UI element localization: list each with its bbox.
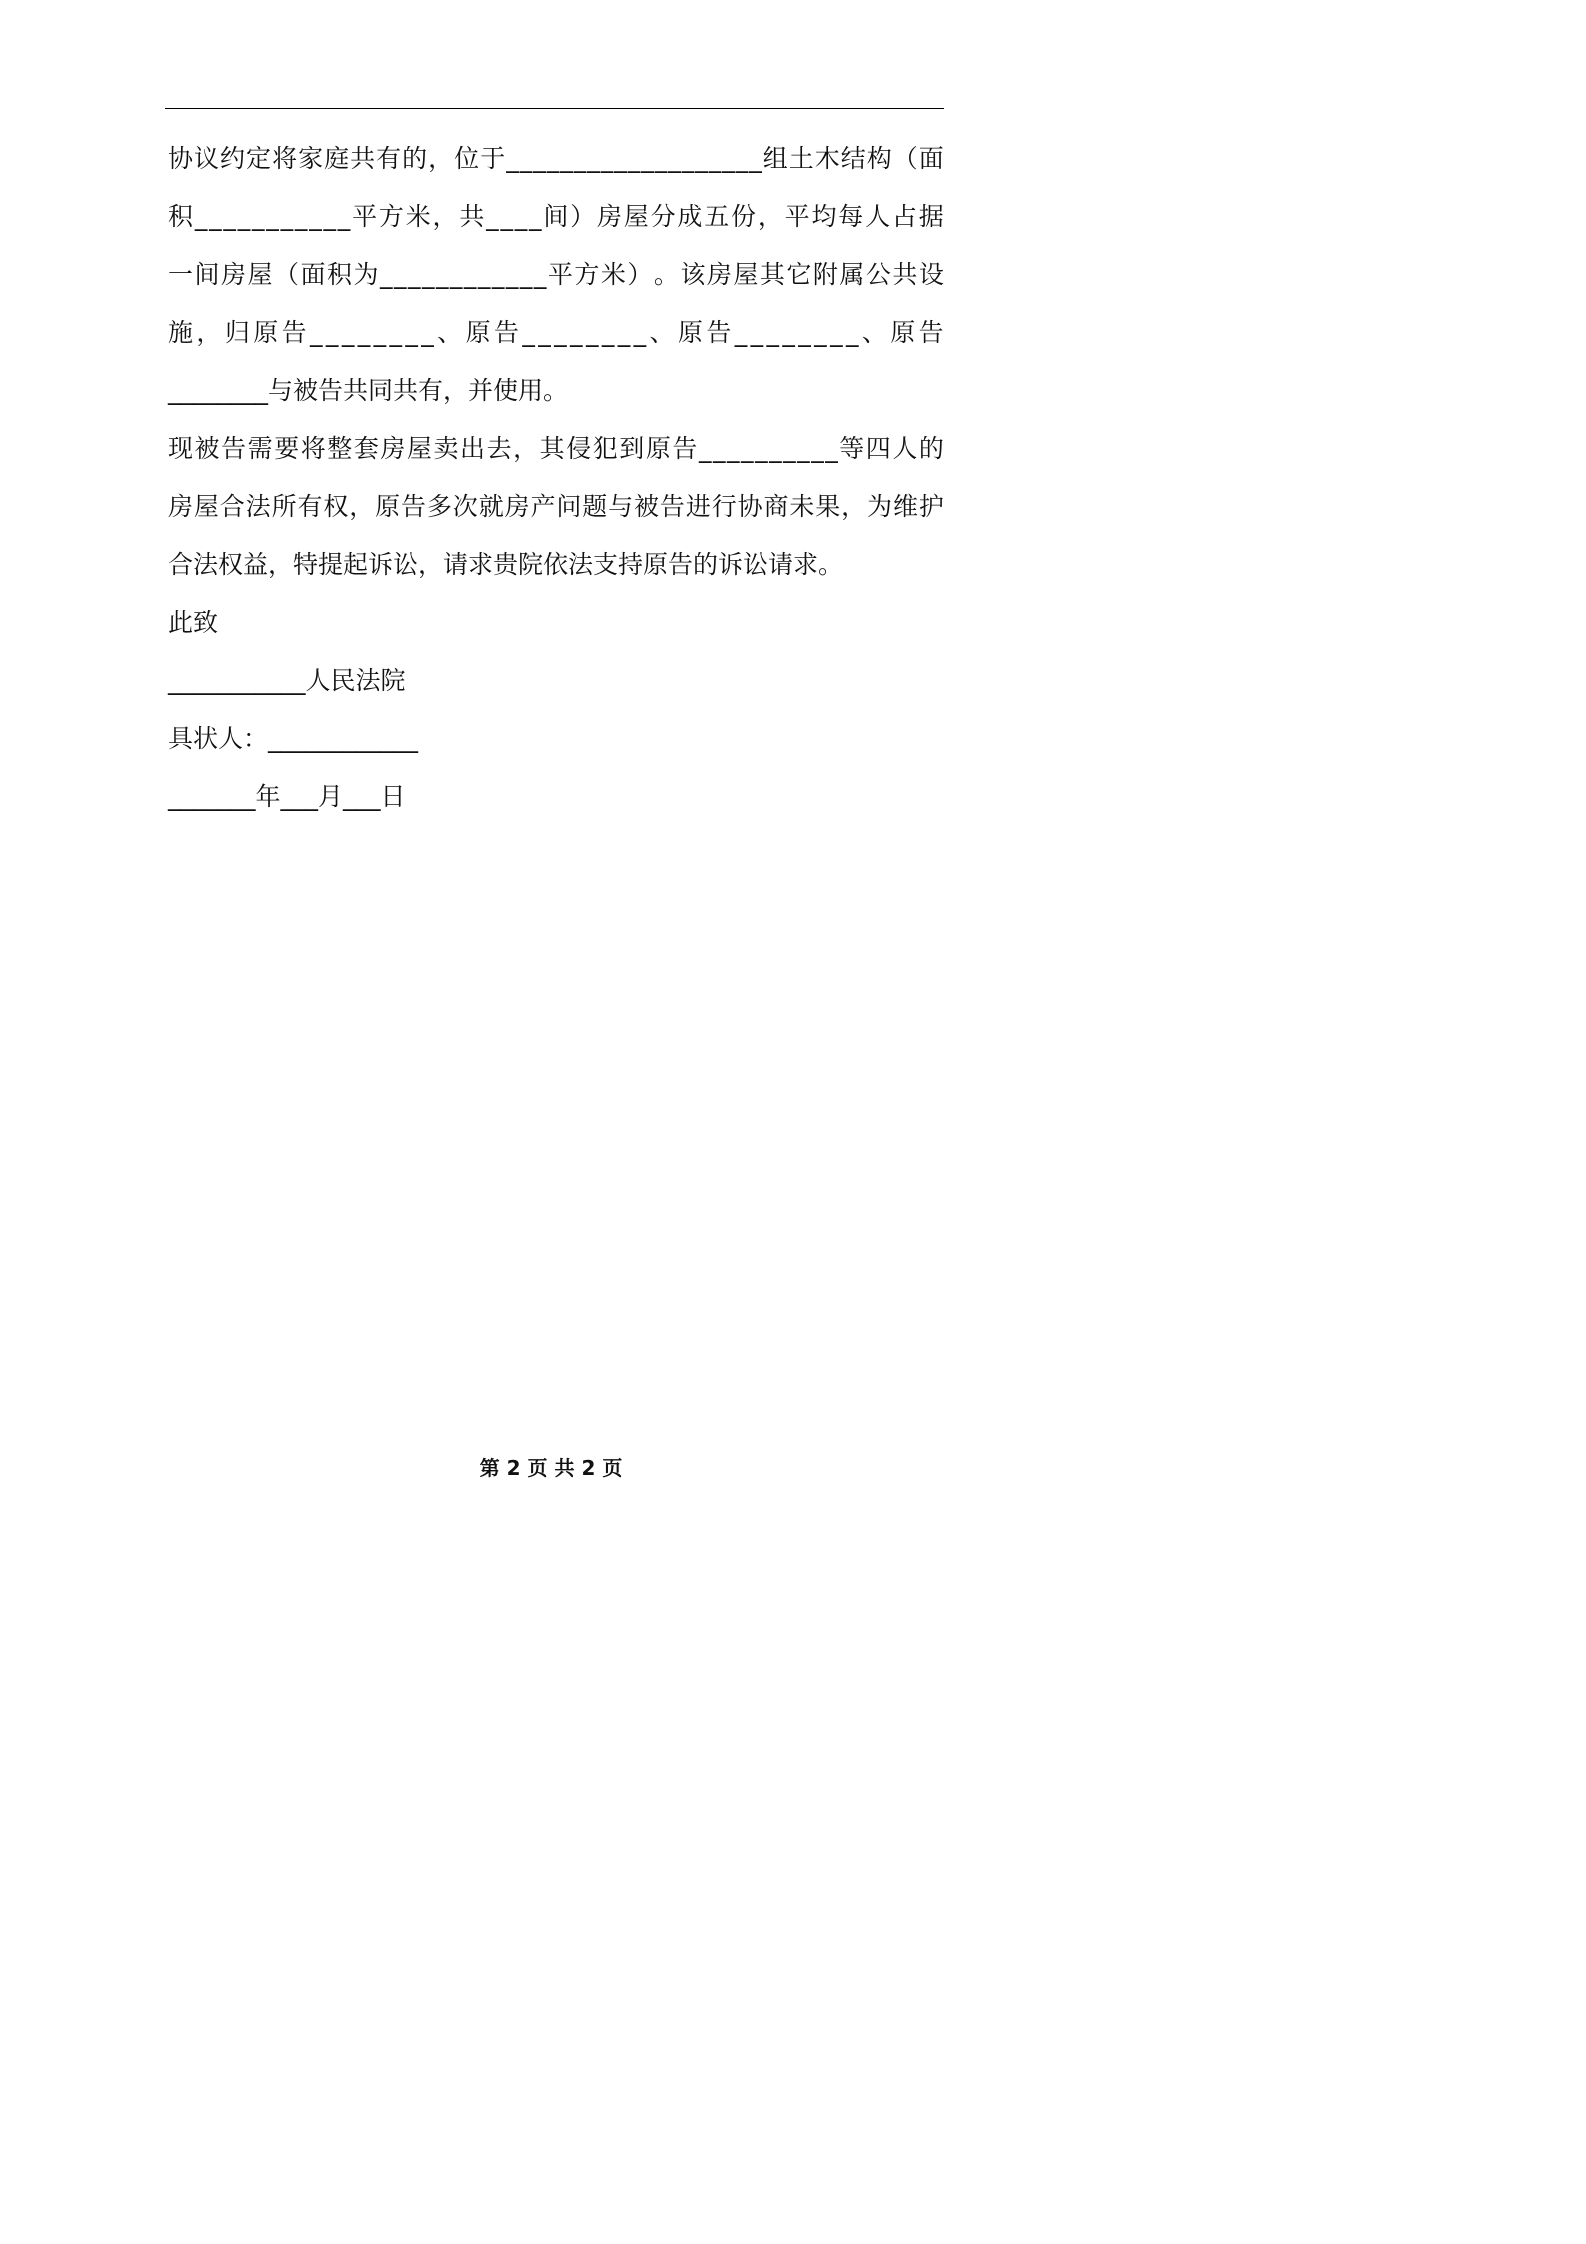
glyph: 四 bbox=[865, 434, 891, 463]
glyph: 需 bbox=[247, 434, 273, 463]
glyph: _ bbox=[237, 202, 251, 231]
glyph: 归 bbox=[224, 318, 250, 347]
glyph: 告 bbox=[401, 492, 427, 521]
glyph: _ bbox=[641, 144, 654, 173]
glyph: 它 bbox=[786, 260, 812, 289]
paragraph1-line4 bbox=[168, 313, 944, 353]
glyph: 告 bbox=[672, 434, 698, 463]
glyph: 要 bbox=[274, 434, 300, 463]
glyph: 多 bbox=[426, 492, 452, 521]
glyph: _ bbox=[735, 144, 749, 173]
glyph: 土 bbox=[788, 144, 814, 173]
glyph: 屋 bbox=[623, 202, 649, 231]
glyph: _ bbox=[627, 144, 641, 173]
glyph: 房 bbox=[504, 492, 530, 521]
glyph: 所 bbox=[271, 492, 297, 521]
glyph: _ bbox=[421, 318, 434, 347]
glyph: 、 bbox=[861, 318, 887, 347]
glyph: 题 bbox=[582, 492, 608, 521]
glyph: 犯 bbox=[592, 434, 618, 463]
glyph: 附 bbox=[812, 260, 838, 289]
glyph: 积 bbox=[327, 260, 353, 289]
glyph: 行 bbox=[711, 492, 737, 521]
glyph: _ bbox=[380, 260, 393, 289]
glyph: _ bbox=[435, 260, 449, 289]
glyph: 议 bbox=[194, 144, 220, 173]
glyph: 卖 bbox=[433, 434, 459, 463]
glyph: 人 bbox=[892, 434, 918, 463]
glyph: _ bbox=[750, 318, 764, 347]
glyph: _ bbox=[223, 202, 236, 231]
glyph: 占 bbox=[891, 202, 917, 231]
glyph: _ bbox=[783, 434, 796, 463]
glyph: 护 bbox=[918, 492, 944, 521]
glyph: 人 bbox=[865, 202, 891, 231]
glyph: 有 bbox=[376, 144, 402, 173]
glyph: _ bbox=[734, 318, 748, 347]
glyph: 、 bbox=[437, 318, 463, 347]
glyph: 告 bbox=[221, 434, 247, 463]
glyph: 共 bbox=[350, 144, 376, 173]
paragraph1-line5: ________与被告共同共有，并使用。 bbox=[168, 376, 569, 405]
glyph: 协 bbox=[737, 492, 763, 521]
glyph: 维 bbox=[892, 492, 918, 521]
glyph: 平 bbox=[784, 202, 810, 231]
glyph: ） bbox=[627, 260, 653, 289]
glyph: _ bbox=[766, 318, 779, 347]
glyph: 间 bbox=[194, 260, 220, 289]
glyph: _ bbox=[310, 318, 323, 347]
glyph: _ bbox=[570, 318, 583, 347]
glyph: 其 bbox=[539, 434, 565, 463]
glyph: 设 bbox=[918, 260, 944, 289]
glyph: _ bbox=[373, 318, 387, 347]
glyph: 被 bbox=[634, 492, 660, 521]
glyph: 进 bbox=[685, 492, 711, 521]
glyph: _ bbox=[811, 434, 824, 463]
glyph: _ bbox=[491, 260, 505, 289]
glyph: _ bbox=[668, 144, 681, 173]
glyph: _ bbox=[393, 260, 407, 289]
glyph: 房 bbox=[168, 492, 194, 521]
glyph: 于 bbox=[480, 144, 506, 173]
glyph: _ bbox=[825, 434, 838, 463]
glyph: 套 bbox=[353, 434, 379, 463]
glyph: 侵 bbox=[566, 434, 592, 463]
glyph: _ bbox=[505, 260, 519, 289]
glyph: _ bbox=[519, 144, 533, 173]
glyph: 未 bbox=[789, 492, 815, 521]
glyph: _ bbox=[814, 318, 827, 347]
glyph: ， bbox=[432, 202, 458, 231]
glyph: 果 bbox=[815, 492, 841, 521]
glyph: 位 bbox=[454, 144, 480, 173]
glyph: 出 bbox=[460, 434, 486, 463]
glyph: 共 bbox=[459, 202, 485, 231]
glyph: 一 bbox=[168, 260, 194, 289]
glyph: 的 bbox=[918, 434, 944, 463]
paragraph2-line3: 合法权益，特提起诉讼，请求贵院依法支持原告的诉讼请求。 bbox=[168, 550, 844, 579]
paragraph2-line1 bbox=[168, 429, 944, 469]
glyph: _ bbox=[533, 144, 546, 173]
glyph: _ bbox=[341, 318, 355, 347]
glyph: 将 bbox=[272, 144, 298, 173]
glyph: _ bbox=[421, 260, 435, 289]
glyph: 屋 bbox=[733, 260, 759, 289]
glyph: _ bbox=[712, 434, 726, 463]
glyph: _ bbox=[337, 202, 351, 231]
glyph: _ bbox=[477, 260, 491, 289]
glyph: 就 bbox=[478, 492, 504, 521]
glyph: _ bbox=[405, 318, 418, 347]
glyph: _ bbox=[741, 434, 754, 463]
court-line: ___________人民法院 bbox=[168, 666, 406, 695]
glyph: 屋 bbox=[247, 260, 273, 289]
glyph: 庭 bbox=[324, 144, 350, 173]
paragraph1-line3 bbox=[168, 255, 944, 295]
paragraph1-line2 bbox=[168, 197, 944, 237]
glyph: 为 bbox=[867, 492, 893, 521]
glyph: _ bbox=[538, 318, 551, 347]
glyph: 屋 bbox=[406, 434, 432, 463]
header-rule bbox=[165, 108, 944, 109]
glyph: _ bbox=[357, 318, 371, 347]
glyph: 协 bbox=[168, 144, 194, 173]
glyph: 整 bbox=[327, 434, 353, 463]
glyph: 原 bbox=[645, 434, 671, 463]
glyph: 法 bbox=[245, 492, 271, 521]
glyph: 告 bbox=[918, 318, 944, 347]
glyph: 成 bbox=[677, 202, 703, 231]
glyph: 到 bbox=[619, 434, 645, 463]
glyph: _ bbox=[617, 318, 631, 347]
glyph: _ bbox=[449, 260, 463, 289]
plaintiff-line: 具状人：____________ bbox=[168, 724, 419, 753]
glyph: （ bbox=[274, 260, 300, 289]
glyph: 次 bbox=[452, 492, 478, 521]
glyph: _ bbox=[601, 318, 615, 347]
glyph: 面 bbox=[300, 260, 326, 289]
glyph: _ bbox=[755, 434, 768, 463]
glyph: 份 bbox=[731, 202, 757, 231]
glyph: 等 bbox=[839, 434, 865, 463]
glyph: 有 bbox=[297, 492, 323, 521]
glyph: 其 bbox=[759, 260, 785, 289]
glyph: 共 bbox=[892, 260, 918, 289]
glyph: _ bbox=[585, 318, 599, 347]
glyph: _ bbox=[325, 318, 339, 347]
glyph: _ bbox=[845, 318, 859, 347]
glyph: 合 bbox=[219, 492, 245, 521]
glyph: 权 bbox=[323, 492, 349, 521]
glyph: _ bbox=[194, 202, 208, 231]
glyph: _ bbox=[252, 202, 265, 231]
glyph: 面 bbox=[918, 144, 944, 173]
glyph: _ bbox=[554, 318, 567, 347]
glyph: ， bbox=[841, 492, 867, 521]
salutation: 此致 bbox=[168, 608, 219, 637]
glyph: _ bbox=[486, 202, 499, 231]
glyph: _ bbox=[533, 260, 547, 289]
glyph: 。 bbox=[653, 260, 679, 289]
glyph: _ bbox=[463, 260, 477, 289]
glyph: _ bbox=[830, 318, 843, 347]
glyph: 米 bbox=[600, 260, 626, 289]
date-line: _______年___月___日 bbox=[168, 782, 406, 811]
glyph: _ bbox=[522, 318, 535, 347]
glyph: _ bbox=[782, 318, 795, 347]
glyph: 房 bbox=[706, 260, 732, 289]
glyph: 该 bbox=[680, 260, 706, 289]
glyph: _ bbox=[708, 144, 722, 173]
glyph: 木 bbox=[814, 144, 840, 173]
glyph: _ bbox=[500, 202, 513, 231]
glyph: 方 bbox=[378, 202, 404, 231]
glyph: 每 bbox=[838, 202, 864, 231]
glyph: 原 bbox=[465, 318, 491, 347]
glyph: 房 bbox=[596, 202, 622, 231]
glyph: 施 bbox=[168, 318, 194, 347]
glyph: 的 bbox=[402, 144, 428, 173]
glyph: _ bbox=[614, 144, 627, 173]
glyph: ， bbox=[428, 144, 454, 173]
glyph: _ bbox=[681, 144, 695, 173]
glyph: 原 bbox=[677, 318, 703, 347]
glyph: _ bbox=[546, 144, 560, 173]
glyph: 房 bbox=[380, 434, 406, 463]
glyph: _ bbox=[519, 260, 533, 289]
glyph: _ bbox=[514, 202, 528, 231]
glyph: _ bbox=[749, 144, 762, 173]
glyph: 告 bbox=[493, 318, 519, 347]
glyph: _ bbox=[654, 144, 668, 173]
glyph: 告 bbox=[281, 318, 307, 347]
glyph: ， bbox=[513, 434, 539, 463]
glyph: _ bbox=[280, 202, 294, 231]
glyph: 据 bbox=[918, 202, 944, 231]
glyph: _ bbox=[769, 434, 782, 463]
glyph: 为 bbox=[353, 260, 379, 289]
glyph: 五 bbox=[704, 202, 730, 231]
glyph: 组 bbox=[762, 144, 788, 173]
glyph: _ bbox=[573, 144, 587, 173]
glyph: _ bbox=[698, 434, 712, 463]
page-indicator: 第 2 页 共 2 页 bbox=[479, 1456, 623, 1480]
glyph: 原 bbox=[253, 318, 279, 347]
glyph: _ bbox=[323, 202, 336, 231]
glyph: 与 bbox=[608, 492, 634, 521]
glyph: _ bbox=[506, 144, 519, 173]
glyph: 告 bbox=[659, 492, 685, 521]
glyph: _ bbox=[560, 144, 573, 173]
glyph: _ bbox=[389, 318, 402, 347]
glyph: 结 bbox=[840, 144, 866, 173]
glyph: _ bbox=[722, 144, 735, 173]
glyph: 平 bbox=[547, 260, 573, 289]
glyph: 去 bbox=[486, 434, 512, 463]
glyph: 均 bbox=[811, 202, 837, 231]
glyph: 屋 bbox=[193, 492, 219, 521]
glyph: 构 bbox=[866, 144, 892, 173]
glyph: 现 bbox=[168, 434, 194, 463]
glyph: 商 bbox=[763, 492, 789, 521]
glyph: _ bbox=[695, 144, 708, 173]
glyph: ） bbox=[570, 202, 596, 231]
glyph: （ bbox=[892, 144, 918, 173]
glyph: _ bbox=[633, 318, 647, 347]
paragraph1-line1 bbox=[168, 139, 944, 179]
glyph: 间 bbox=[543, 202, 569, 231]
glyph: _ bbox=[209, 202, 222, 231]
glyph: 平 bbox=[352, 202, 378, 231]
paragraph2-line2 bbox=[168, 487, 944, 527]
glyph: ， bbox=[349, 492, 375, 521]
glyph: _ bbox=[294, 202, 308, 231]
glyph: 将 bbox=[300, 434, 326, 463]
glyph: 定 bbox=[246, 144, 272, 173]
glyph: 约 bbox=[220, 144, 246, 173]
glyph: 方 bbox=[574, 260, 600, 289]
glyph: 房 bbox=[221, 260, 247, 289]
glyph: _ bbox=[727, 434, 740, 463]
glyph: 米 bbox=[405, 202, 431, 231]
glyph: 产 bbox=[530, 492, 556, 521]
glyph: _ bbox=[266, 202, 279, 231]
glyph: 属 bbox=[839, 260, 865, 289]
glyph: 问 bbox=[556, 492, 582, 521]
glyph: 公 bbox=[865, 260, 891, 289]
glyph: 积 bbox=[168, 202, 194, 231]
glyph: _ bbox=[600, 144, 614, 173]
glyph: 告 bbox=[706, 318, 732, 347]
glyph: 分 bbox=[650, 202, 676, 231]
glyph: 原 bbox=[890, 318, 916, 347]
glyph: _ bbox=[797, 434, 810, 463]
glyph: _ bbox=[587, 144, 600, 173]
glyph: ， bbox=[757, 202, 783, 231]
glyph: 家 bbox=[298, 144, 324, 173]
glyph: _ bbox=[529, 202, 542, 231]
glyph: _ bbox=[309, 202, 322, 231]
glyph: 原 bbox=[375, 492, 401, 521]
glyph: ， bbox=[196, 318, 222, 347]
glyph: _ bbox=[798, 318, 811, 347]
glyph: 被 bbox=[194, 434, 220, 463]
glyph: _ bbox=[407, 260, 421, 289]
glyph: 、 bbox=[649, 318, 675, 347]
